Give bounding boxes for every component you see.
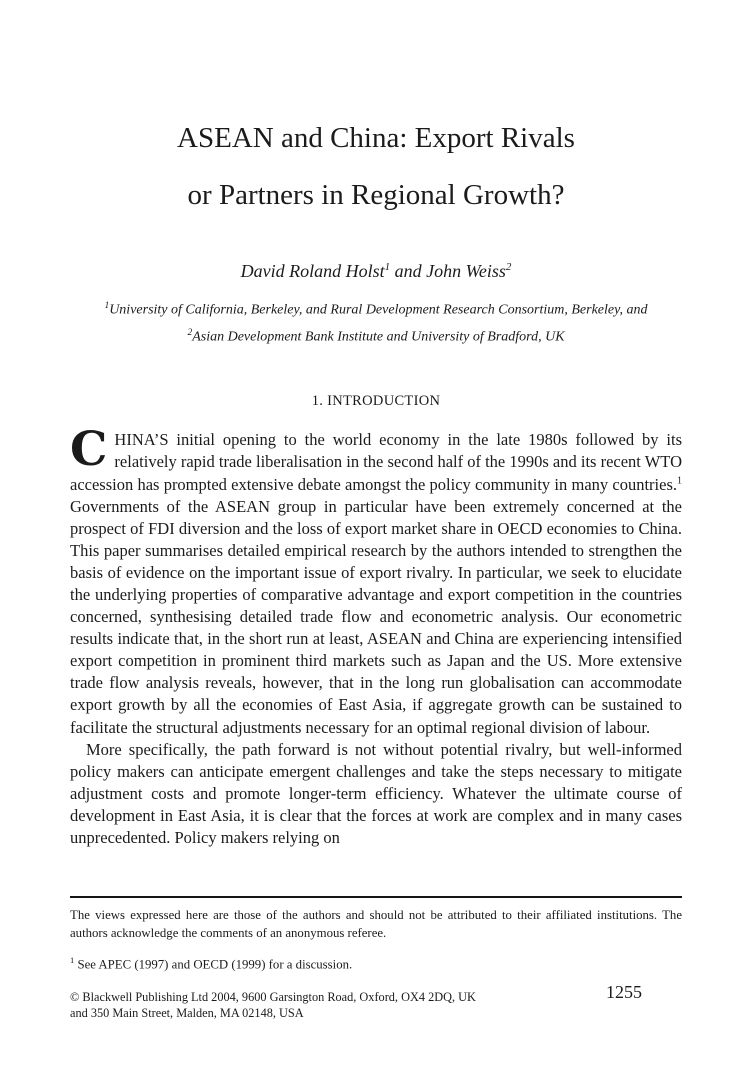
footnote-block [70,896,682,1021]
author-2-name: John Weiss [426,261,506,281]
article-body [70,422,682,849]
footnote-1-marker: 1 [70,955,75,965]
author-1-name: David Roland Holst [240,261,385,281]
paragraph-1 [70,422,682,738]
affiliation-2-marker: 2 [187,327,193,338]
affiliation-1-marker: 1 [104,301,110,311]
copyright-line-2: and 350 Main Street, Malden, MA 02148, USA [70,1006,304,1021]
author-2-footnote-marker: 2 [505,261,512,273]
section-heading-introduction: 1. INTRODUCTION [311,393,441,410]
inline-footnote-marker-1: 1 [677,475,682,486]
copyright-notice [70,989,682,1021]
paragraph-1-text-before-footnote: HINA’S initial opening to the world economy in the late 1980s followed by its relatively rapid trade liberalisation in the second half of the 1990s and its recent WTO accession has prompted extensive debate amongst the policy community in many countries. [70,430,682,494]
footnote-separator-rule [70,896,682,898]
affiliation-1 [70,295,682,322]
affiliation-2-text: Asian Development Bank Institute and University of Bradford, UK [192,329,565,345]
affiliations [70,295,682,348]
paragraph-1-text-after-footnote: Governments of the ASEAN group in particular have been extremely concerned at the prospect of FDI diversion and the loss of export market share in OECD economies to China. This paper summarises detailed empirical research by the authors intended to strengthen the basis of evidence on the important issue of export rivalry. In particular, we seek to elucidate the underlying properties of comparative advantage and export competition in the countries concerned, synthesising detailed trade flow and econometric analysis. Our econometric results indicate that, in the short run at least, ASEAN and China are experiencing intensified export competition in prominent third markets such as Japan and the US. More extensive trade flow analysis reveals, however, that in the long run globalisation can accommodate export growth by all the economies of East Asia, if aggregate growth can be sustained to facilitate the structural adjustments necessary for an optimal regional division of labour. [70,496,682,737]
affiliation-2 [70,322,682,349]
dropcap-letter: C [70,422,108,478]
page-number: 1255 [606,982,642,1002]
article-title-line-2: or Partners in Regional Growth? [187,179,565,211]
authors-separator: and [390,261,427,281]
article-title-line-1: ASEAN and China: Export Rivals [177,122,575,154]
acknowledgement-note: The views expressed here are those of the authors and should not be attributed to their affiliated institutions. The authors acknowledge the comments of an anonymous referee. [70,908,682,940]
affiliation-1-text: University of California, Berkeley, and Rural Development Research Consortium, Berkeley, and [109,302,648,318]
copyright-line-1: © Blackwell Publishing Ltd 2004, 9600 Garsington Road, Oxford, OX4 2DQ, UK [70,990,476,1005]
author-1-footnote-marker: 1 [384,261,391,273]
footnote-1 [70,952,682,973]
paragraph-2: More specifically, the path forward is not without potential rivalry, but well-informed policy makers can anticipate emergent challenges and take the steps necessary to mitigate adjustment costs and promote longer-term efficiency. Whatever the ultimate course of development in East Asia, it is clear that the forces at work are complex and in many cases unprecedented. Policy makers relying on [70,739,682,847]
footnote-1-text: See APEC (1997) and OECD (1999) for a discussion. [74,957,353,972]
article-title [70,0,682,224]
authors-line [70,255,682,283]
